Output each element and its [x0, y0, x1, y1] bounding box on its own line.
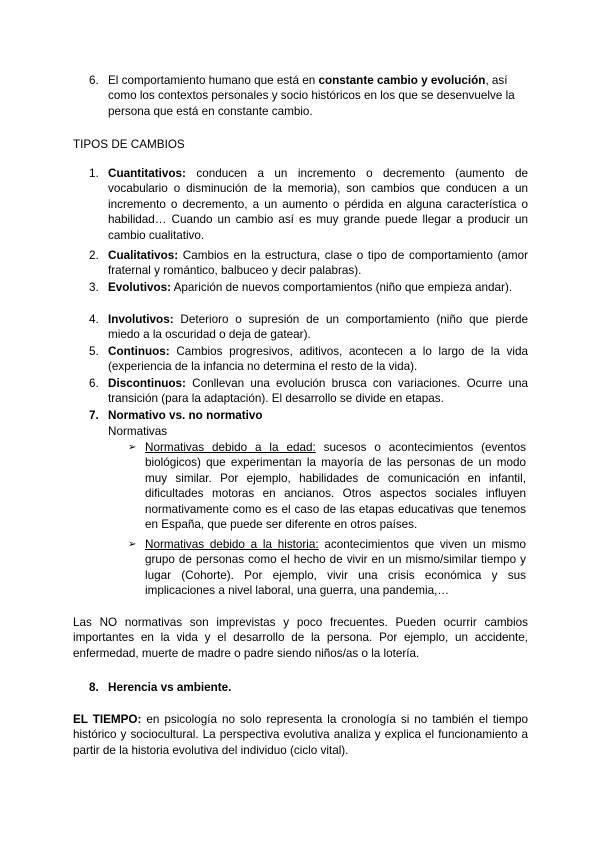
paragraph-el-tiempo: EL TIEMPO: en psicología no solo representa la cronología si no también el tiempo histórico y sociocultural. La perspectiva evolutiva analiza y explica el funcionamiento a partir de la historia evolutiva del individuo (ciclo vital). — [73, 713, 528, 757]
list-item-involutivos: 4. Involutivos: Deterioro o supresión de un comportamiento (niño que pierde miedo a la oscuridad o deja de gatear). — [89, 313, 528, 342]
item-title: Normativo vs. no normativo — [108, 409, 263, 422]
term: Evolutivos: — [108, 281, 171, 294]
term: Discontinuos: — [108, 377, 186, 390]
list-number: 4. — [89, 313, 99, 326]
sub-label: Normativas debido a la edad: — [145, 441, 316, 454]
term: Cuantitativos: — [108, 167, 186, 180]
item-title: Herencia vs ambiente. — [108, 681, 232, 694]
term: Continuos: — [108, 345, 170, 358]
list-item-cualitativos: 2. Cualitativos: Cambios en la estructura, clase o tipo de comportamiento (amor fraternal y romántico, balbuceo y decir palabras). — [89, 249, 528, 278]
sublabel-normativas: Normativas — [108, 425, 168, 438]
list-item-evolutivos: 3. Evolutivos: Aparición de nuevos comportamientos (niño que empieza andar). — [89, 281, 513, 294]
sub-item-edad: ➢ Normativas debido a la edad: sucesos o acontecimientos (eventos biológicos) que experimentan la mayoría de las personas de un modo muy similar. Por ejemplo, habilidades de comunicación en infantil, dificultades motoras en ancianos. Otros aspectos sociales influyen normativamente como es el caso de las etapas educativas que tenemos en España, que puede ser diferente en otros países. — [128, 441, 526, 532]
list-number: 1. — [89, 167, 99, 180]
term: Involutivos: — [108, 313, 174, 326]
section-heading-tipos: TIPOS DE CAMBIOS — [73, 138, 185, 151]
list-item-comportamiento: 6. El comportamiento humano que está en constante cambio y evolución, así como los contextos personales y socio históricos en los que se desenvuelve la persona que está en constante cambio. — [89, 74, 515, 118]
list-item-normativo — [89, 408, 263, 423]
arrow-bullet-icon: ➢ — [128, 539, 137, 550]
list-item-cuantitativos: 1. Cuantitativos: conducen a un incremento o decremento (aumento de vocabulario o disminución de la memoria), son cambios que conducen a un incremento o decremento, a un aumento o pérdida en alguna característica o habilidad… Cuando un cambio así es muy grande puede llegar a producir un cambio cualitativo. — [89, 167, 528, 242]
list-number: 7. — [89, 409, 99, 422]
list-item-discontinuos: 6. Discontinuos: Conllevan una evolución brusca con variaciones. Ocurre una transición (para la adaptación). El desarrollo se divide en etapas. — [89, 377, 528, 406]
list-number: 3. — [89, 281, 99, 294]
list-item-continuos: 5. Continuos: Cambios progresivos, aditivos, acontecen a lo largo de la vida (experiencia de la infancia no determina el resto de la vida). — [89, 345, 528, 374]
term: Cualitativos: — [108, 249, 179, 262]
list-item-herencia — [89, 680, 232, 695]
bold-phrase: constante cambio y evolución — [318, 74, 486, 87]
list-number: 2. — [89, 249, 99, 262]
list-number: 8. — [89, 681, 99, 694]
paragraph-no-normativas: Las NO normativas son imprevistas y poco frecuentes. Pueden ocurrir cambios importantes en la vida y el desarrollo de la persona. Por ejemplo, un accidente, enfermedad, muerte de madre o padre siendo niños/as o la lotería. — [73, 616, 528, 660]
list-number: 6. — [89, 377, 99, 390]
sub-item-historia: ➢ Normativas debido a la historia: acontecimientos que viven un mismo grupo de personas como el hecho de vivir en un mismo/similar tiempo y lugar (Cohorte). Por ejemplo, vivir una crisis económica y sus implicaciones a nivel laboral, una guerra, una pandemia,… — [128, 538, 526, 598]
sub-label: Normativas debido a la historia: — [145, 538, 319, 551]
list-number: 5. — [89, 345, 99, 358]
list-number: 6. — [89, 74, 99, 87]
paragraph-label: EL TIEMPO: — [73, 713, 142, 726]
arrow-bullet-icon: ➢ — [128, 442, 137, 453]
